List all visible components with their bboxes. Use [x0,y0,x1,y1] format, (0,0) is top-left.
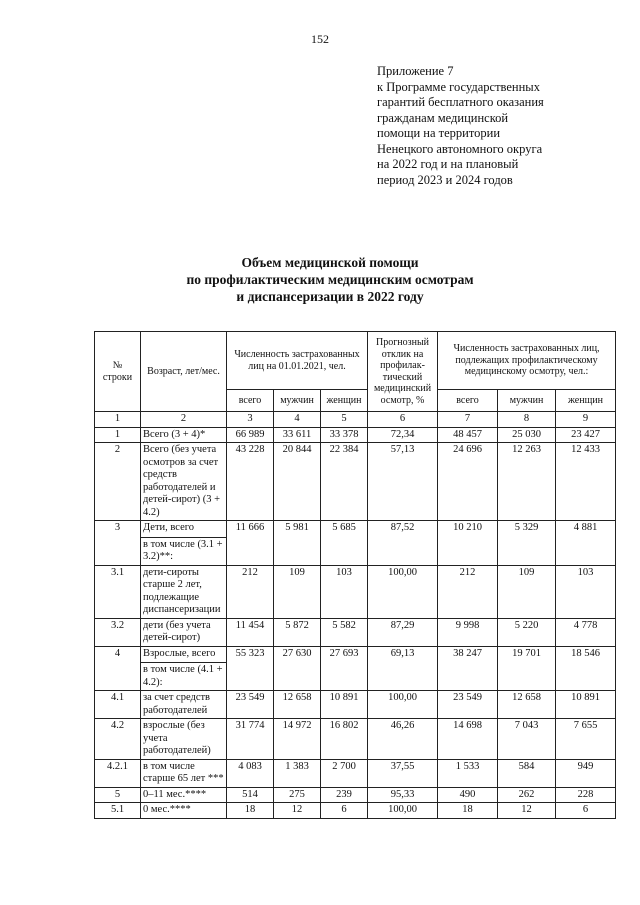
value-cell: 12 [498,803,556,819]
table-row [95,618,616,646]
row-label-cell [141,787,227,803]
title-line: и диспансеризации в 2022 году [236,289,424,304]
header-subject: Численность застрахованных лиц, подлежащих профилактическому медицинскому осмотру, чел.: [438,332,616,390]
table-row [95,691,616,719]
value-cell: 55 323 [227,646,274,691]
row-number: 3.1 [95,565,141,618]
value-cell: 103 [556,565,616,618]
value-cell: 12 [274,803,321,819]
value-cell: 5 220 [498,618,556,646]
value-cell: 23 427 [556,427,616,443]
value-cell: 262 [498,787,556,803]
appendix-line: на 2022 год и на плановый [377,157,519,171]
value-cell: 27 630 [274,646,321,691]
table-row [95,521,616,566]
value-cell: 46,26 [368,719,438,760]
value-cell: 6 [321,803,368,819]
row-label-cell [141,719,227,760]
row-label-cell [141,427,227,443]
row-label: 0–11 мес.**** [143,788,207,800]
row-label-cell [141,691,227,719]
value-cell: 19 701 [498,646,556,691]
value-cell: 103 [321,565,368,618]
page-number: 152 [311,32,329,46]
value-cell: 20 844 [274,443,321,521]
column-number: 9 [556,412,616,428]
header-row-number: № строки [95,332,141,412]
row-number: 3.2 [95,618,141,646]
row-label: в том числе старше 65 лет *** [143,760,224,784]
appendix-line: к Программе государственных [377,79,540,94]
row-label: за счет средств работодателей [143,692,211,716]
row-label: Взрослые, всего [143,647,216,659]
value-cell: 87,29 [368,618,438,646]
header-response: Прогнозный отклик на профилак-тический медицинский осмотр, % [368,332,438,412]
value-cell: 12 658 [498,691,556,719]
value-cell: 33 378 [321,427,368,443]
value-cell: 100,00 [368,565,438,618]
value-cell: 14 972 [274,719,321,760]
table-row [95,719,616,760]
column-number: 4 [274,412,321,428]
row-label-cell [141,646,227,691]
row-number: 4.2 [95,719,141,760]
row-number: 2 [95,443,141,521]
row-label: дети-сироты старше 2 лет, подлежащие диспансеризации [143,566,221,615]
value-cell: 12 433 [556,443,616,521]
value-cell: 33 611 [274,427,321,443]
value-cell: 31 774 [227,719,274,760]
header-total: всего [438,390,498,412]
value-cell: 100,00 [368,691,438,719]
row-number: 3 [95,521,141,566]
title-line: Объем медицинской помощи [241,255,419,270]
appendix-line: Приложение 7 [377,64,454,78]
value-cell: 11 666 [227,521,274,566]
header-women: женщин [321,390,368,412]
value-cell: 24 696 [438,443,498,521]
value-cell: 100,00 [368,803,438,819]
value-cell: 4 083 [227,759,274,787]
header-insured: Численность застрахованных лиц на 01.01.2021, чел. [227,332,368,390]
row-label: Дети, всего [143,522,195,533]
value-cell: 7 043 [498,719,556,760]
value-cell: 275 [274,787,321,803]
value-cell: 12 263 [498,443,556,521]
value-cell: 18 [438,803,498,819]
value-cell: 9 998 [438,618,498,646]
value-cell: 212 [227,565,274,618]
value-cell: 23 549 [227,691,274,719]
table-row [95,443,616,521]
appendix-line: гражданам медицинской [377,110,509,125]
value-cell: 23 549 [438,691,498,719]
value-cell: 5 981 [274,521,321,566]
value-cell: 12 658 [274,691,321,719]
table-row [95,646,616,691]
column-number: 1 [95,412,141,428]
table-row [95,759,616,787]
value-cell: 4 881 [556,521,616,566]
value-cell: 11 454 [227,618,274,646]
row-label: Всего (3 + 4)* [143,428,206,440]
value-cell: 27 693 [321,646,368,691]
row-sublabel: в том числе (4.1 + 4.2): [141,662,226,690]
column-number: 6 [368,412,438,428]
value-cell: 239 [321,787,368,803]
table-body [95,412,616,819]
row-label-cell [141,803,227,819]
column-number: 2 [141,412,227,428]
column-number: 8 [498,412,556,428]
appendix-line: период 2023 и 2024 годов [377,172,513,187]
table-row [95,803,616,819]
row-number: 4.2.1 [95,759,141,787]
appendix-line: помощи на территории [377,126,501,140]
title-line: по профилактическим медицинским осмотрам [186,272,474,287]
value-cell: 490 [438,787,498,803]
table-row [95,787,616,803]
value-cell: 5 582 [321,618,368,646]
value-cell: 212 [438,565,498,618]
value-cell: 4 778 [556,618,616,646]
header-total: всего [227,390,274,412]
value-cell: 48 457 [438,427,498,443]
value-cell: 10 891 [556,691,616,719]
value-cell: 95,33 [368,787,438,803]
value-cell: 66 989 [227,427,274,443]
row-sublabel: в том числе (3.1 + 3.2)**: [141,537,226,565]
value-cell: 228 [556,787,616,803]
value-cell: 514 [227,787,274,803]
document-title [0,254,640,305]
header-men: мужчин [498,390,556,412]
table-row [95,565,616,618]
value-cell: 5 685 [321,521,368,566]
column-number: 3 [227,412,274,428]
row-label: взрослые (без учета работодателей) [143,720,211,756]
value-cell: 6 [556,803,616,819]
value-cell: 69,13 [368,646,438,691]
column-number: 7 [438,412,498,428]
header-women: женщин [556,390,616,412]
value-cell: 25 030 [498,427,556,443]
appendix-line: Ненецкого автономного округа [377,141,543,156]
volume-table [94,331,616,819]
header-men: мужчин [274,390,321,412]
value-cell: 16 802 [321,719,368,760]
table-row [95,427,616,443]
row-label: дети (без учета детей-сирот) [143,619,211,643]
value-cell: 87,52 [368,521,438,566]
value-cell: 43 228 [227,443,274,521]
value-cell: 7 655 [556,719,616,760]
row-number: 1 [95,427,141,443]
row-label: Всего (без учета осмотров за счет средств работодателей и детей-сирот) (3 + 4.2) [143,444,221,518]
value-cell: 18 [227,803,274,819]
row-number: 4 [95,646,141,691]
value-cell: 1 383 [274,759,321,787]
column-number: 5 [321,412,368,428]
row-label: 0 мес.**** [143,804,191,815]
value-cell: 1 533 [438,759,498,787]
row-label-cell [141,443,227,521]
value-cell: 72,34 [368,427,438,443]
row-number: 5.1 [95,803,141,819]
value-cell: 109 [498,565,556,618]
value-cell: 5 872 [274,618,321,646]
value-cell: 2 700 [321,759,368,787]
value-cell: 37,55 [368,759,438,787]
row-number: 4.1 [95,691,141,719]
value-cell: 14 698 [438,719,498,760]
value-cell: 18 546 [556,646,616,691]
value-cell: 38 247 [438,646,498,691]
value-cell: 109 [274,565,321,618]
row-label-cell [141,521,227,566]
row-label-cell [141,759,227,787]
value-cell: 57,13 [368,443,438,521]
appendix-header [377,64,612,188]
appendix-line: гарантий бесплатного оказания [377,95,544,109]
value-cell: 10 210 [438,521,498,566]
header-age: Возраст, лет/мес. [141,332,227,412]
value-cell: 22 384 [321,443,368,521]
value-cell: 5 329 [498,521,556,566]
value-cell: 584 [498,759,556,787]
column-number-row [95,412,616,428]
row-number: 5 [95,787,141,803]
row-label-cell [141,618,227,646]
value-cell: 949 [556,759,616,787]
row-label-cell [141,565,227,618]
value-cell: 10 891 [321,691,368,719]
